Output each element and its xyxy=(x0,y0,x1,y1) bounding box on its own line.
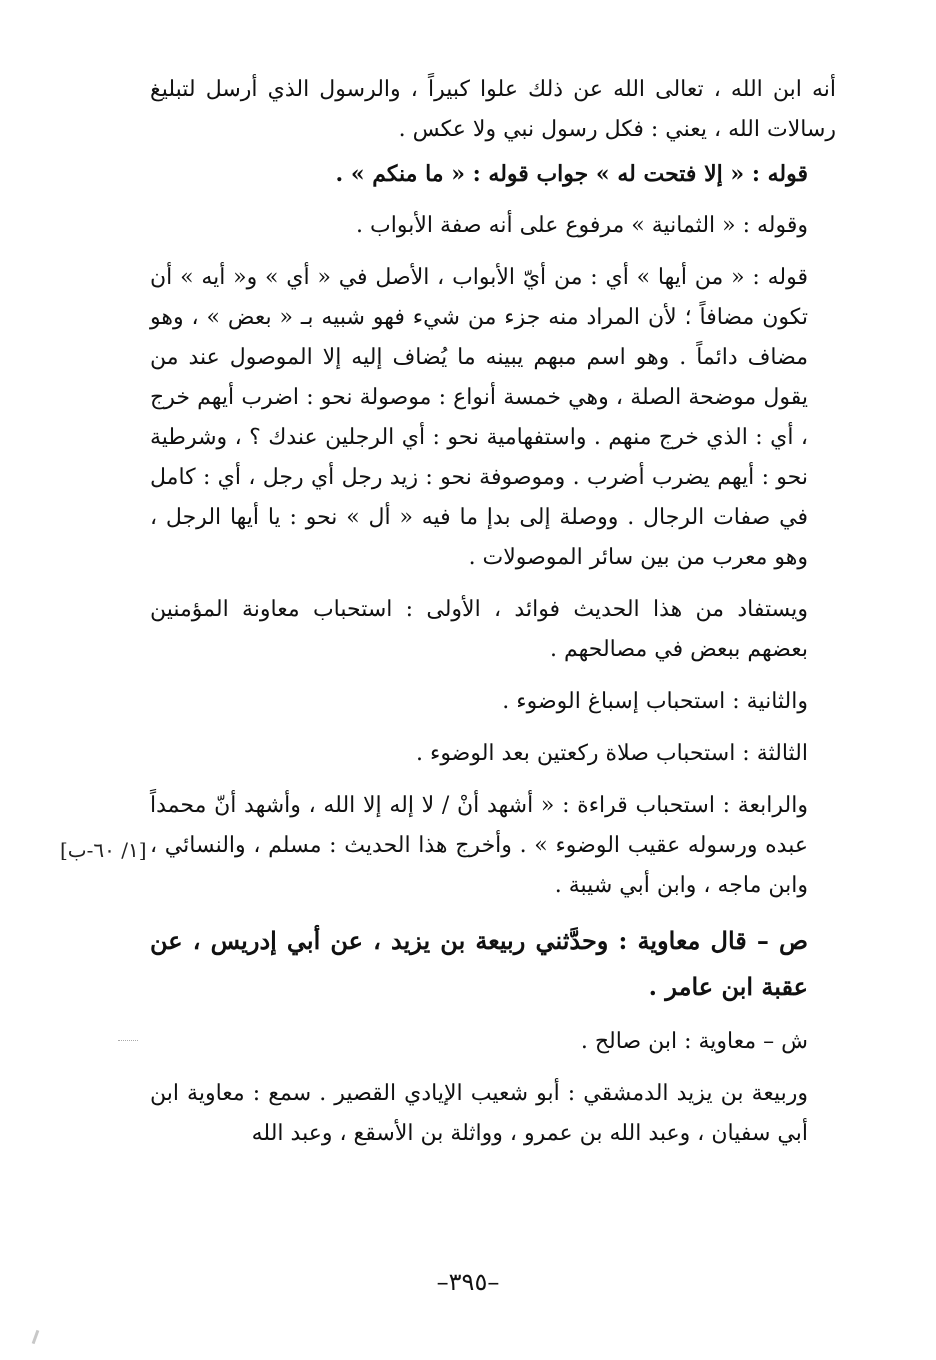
paragraph-6: والثانية : استحباب إسباغ الوضوء . xyxy=(502,689,808,714)
scan-smudge xyxy=(32,1330,40,1344)
scan-mark xyxy=(118,1040,138,1043)
paragraph-3: وقوله : « الثمانية » مرفوع على أنه صفة الأبواب . xyxy=(356,213,808,238)
paragraph-5: ويستفاد من هذا الحديث فوائد ، الأولى : استحباب معاونة المؤمنين بعضهم ببعض في مصالحهم . xyxy=(150,597,808,662)
page-number: –٣٩٥– xyxy=(436,1268,500,1296)
manuscript-folio-note: [١/ ٦٠-ب] xyxy=(60,838,147,862)
paragraph-10-commentary: ش – معاوية : ابن صالح . xyxy=(580,1029,808,1054)
paragraph-11: وربيعة بن يزيد الدمشقي : أبو شعيب الإيادي القصير . سمع : معاوية ابن أبي سفيان ، وعبد الله بن عمرو ، وواثلة بن الأسقع ، وعبد الله xyxy=(150,1081,808,1146)
paragraph-9-hadith: ص – قال معاوية : وحدَّثني ربيعة بن يزيد ، عن أبي إدريس ، عن عقبة ابن عامر . xyxy=(150,926,808,1001)
paragraph-8: والرابعة : استحباب قراءة : « أشهد أنْ / لا إله إلا الله ، وأشهد أنّ محمداً عبده ورسوله عقيب الوضوء » . وأخرج هذا الحديث : مسلم ، والنسائي ، وابن ماجه ، وابن أبي شيبة . xyxy=(150,793,808,898)
paragraph-2: قوله : « إلا فتحت له » جواب قوله : « ما منكم » . xyxy=(335,161,808,187)
paragraph-7: الثالثة : استحباب صلاة ركعتين بعد الوضوء . xyxy=(415,741,808,766)
paragraph-1: أنه ابن الله ، تعالى الله عن ذلك علوا كبيراً ، والرسول الذي أرسل لتبليغ رسالات الله ، يعني : فكل رسول نبي ولا عكس . xyxy=(150,77,836,142)
body-text xyxy=(150,70,836,1166)
paragraph-4: قوله : « من أيها » أي : من أيّ الأبواب ، الأصل في « أي » و« أيه » أن تكون مضافاً ؛ لأن المراد منه جزء من شيء فهو شبيه بـ « بعض » ، وهو مضاف دائماً . وهو اسم مبهم يبينه ما يُضاف إليه إلا الموصول عند من يقول موضحة الصلة ، وهي خمسة أنواع : موصولة نحو : اضرب أيهم خرج ، أي : الذي خرج منهم . واستفهامية نحو : أي الرجلين عندك ؟ ، وشرطية نحو : أيهم يضرب أضرب . وموصوفة نحو : زيد رجل أي رجل ، أي : كامل في صفات الرجال . ووصلة إلى بدإ ما فيه « أل » نحو : يا أيها الرجل ، وهو معرب من بين سائر الموصولات . xyxy=(150,265,808,570)
